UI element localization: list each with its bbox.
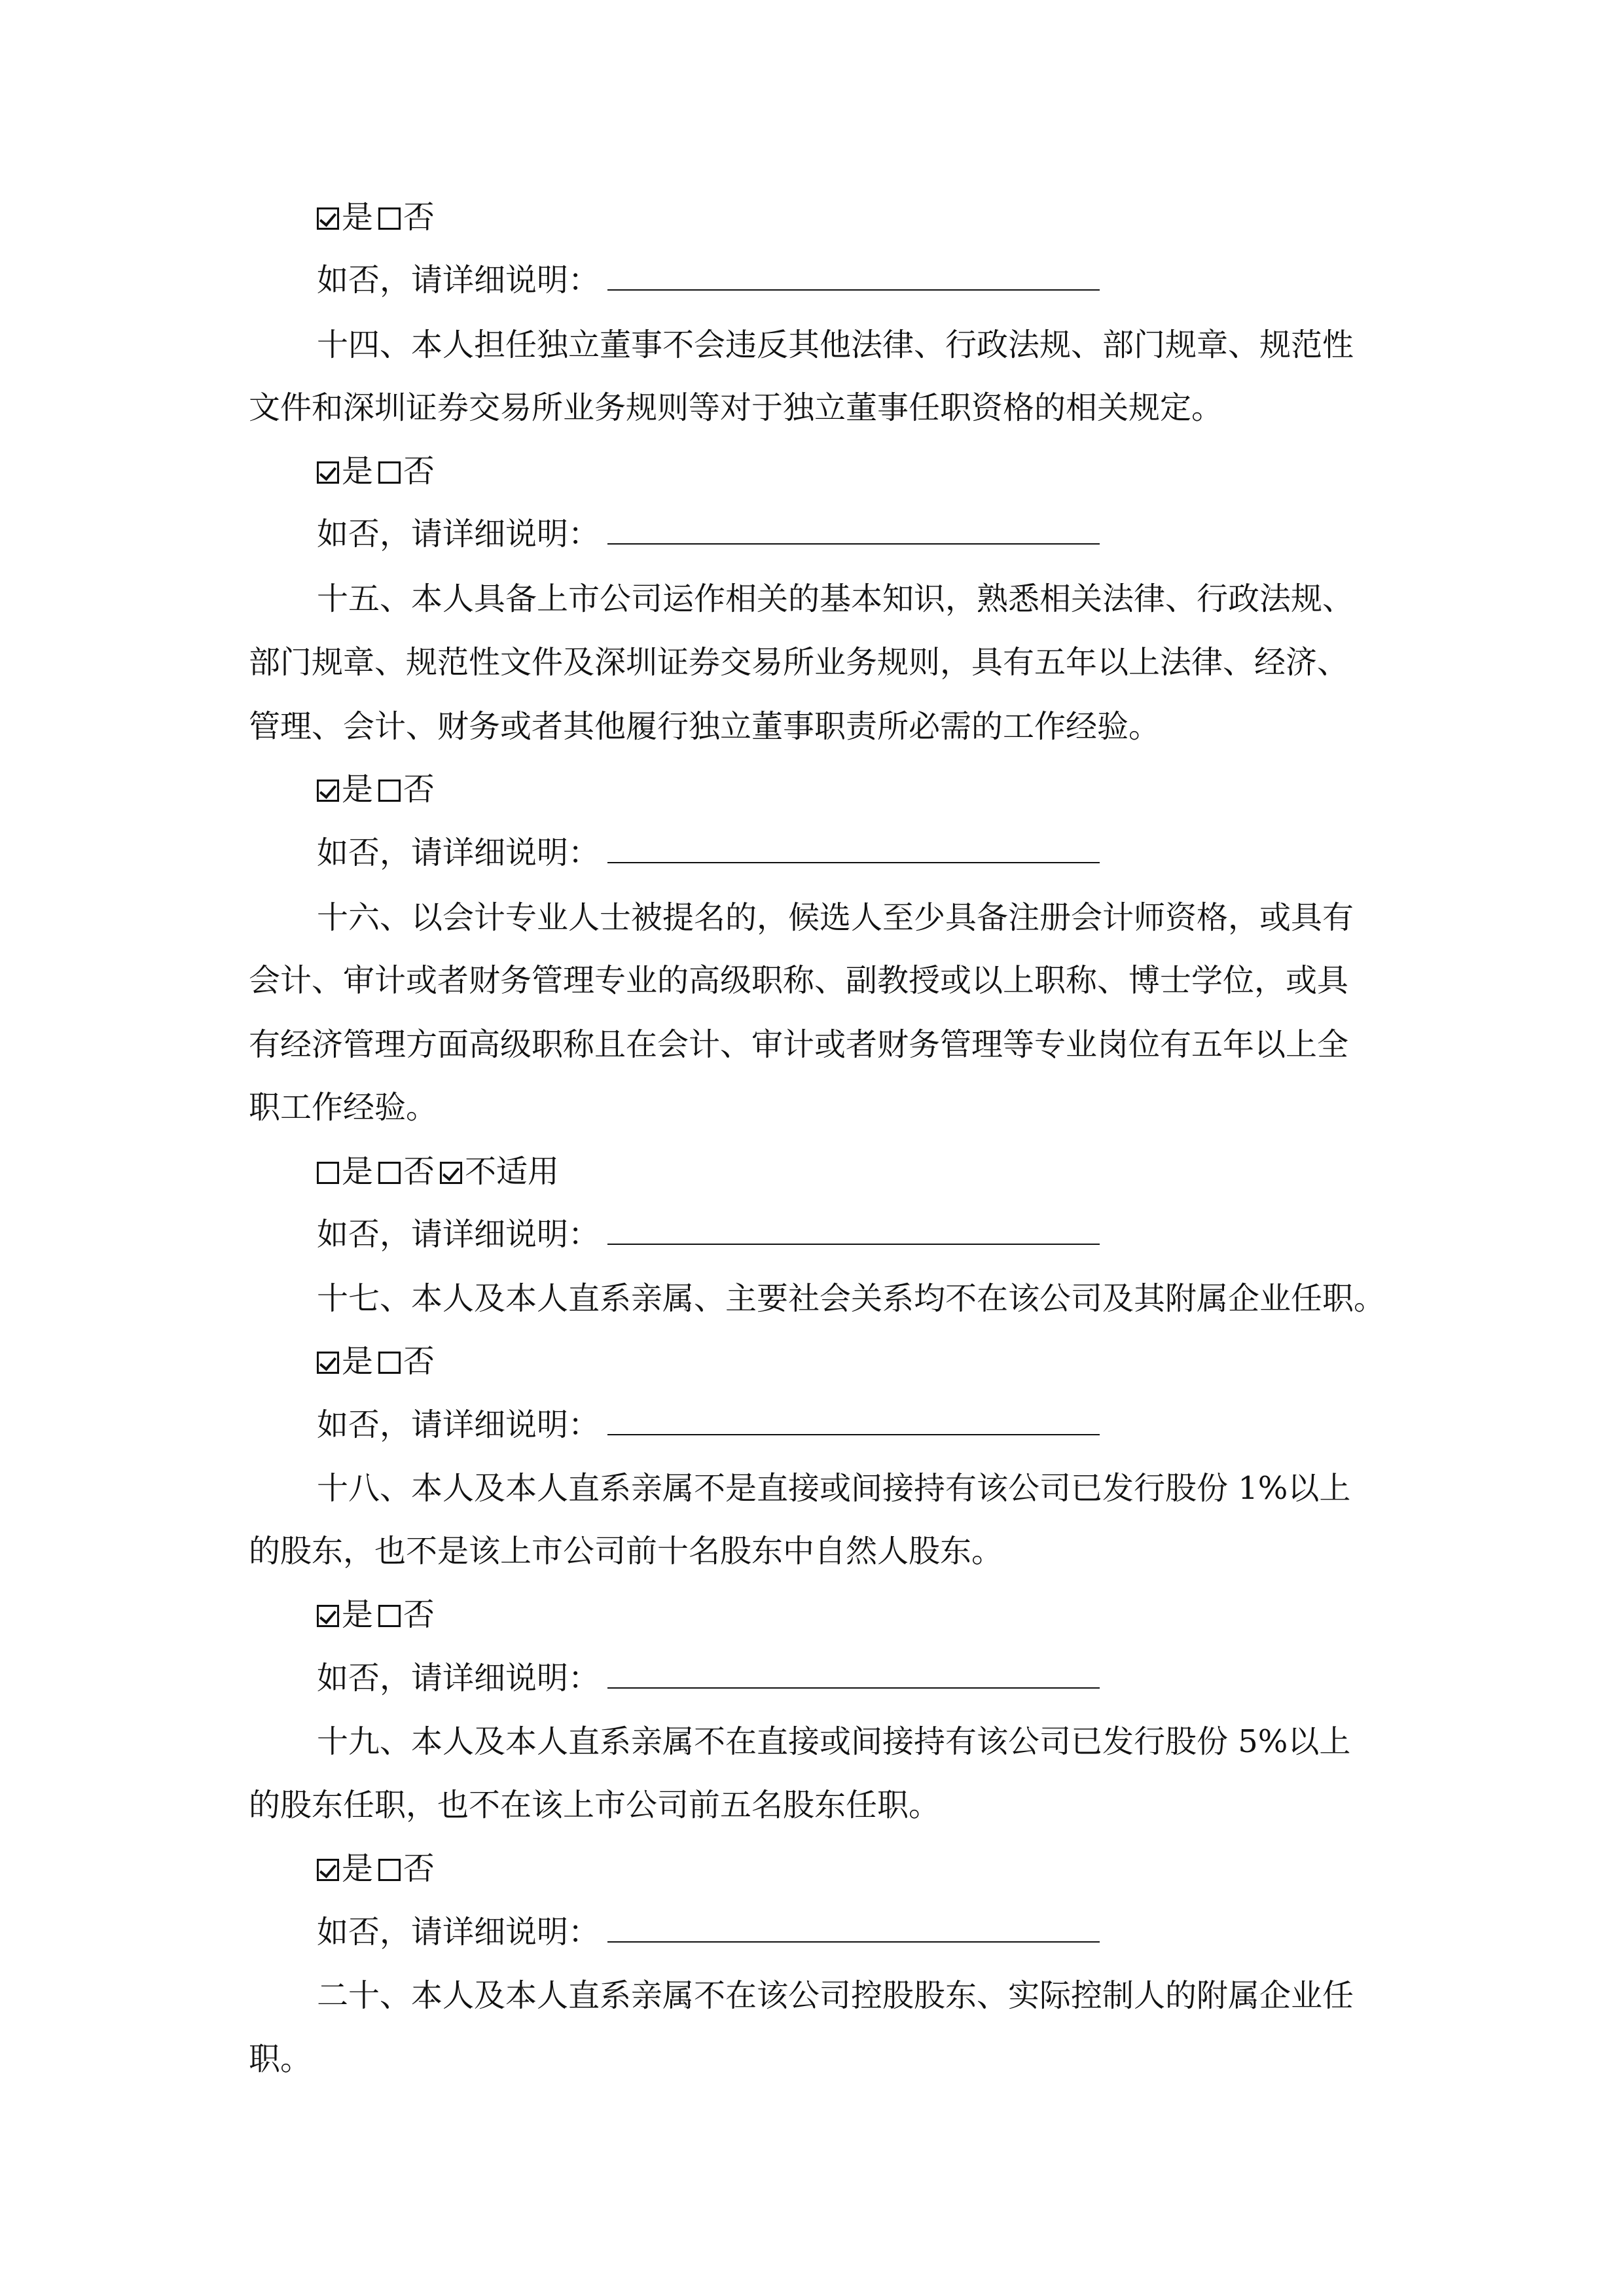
answer-options-q14 <box>317 452 1390 491</box>
explain-label: 如否，请详细说明： <box>317 834 600 871</box>
checkbox-yes-q13[interactable] <box>317 207 339 230</box>
checkbox-yes-q16[interactable] <box>317 1162 339 1184</box>
yes-label: 是 <box>342 1850 374 1887</box>
q16-text-line3: 有经济管理方面高级职称且在会计、审计或者财务管理等专业岗位有五年以上全 <box>249 1026 1349 1063</box>
yes-label: 是 <box>342 199 374 236</box>
explain-blank-q14[interactable] <box>607 517 1100 545</box>
explain-label: 如否，请详细说明： <box>317 1914 600 1950</box>
yes-label: 是 <box>342 771 374 808</box>
answer-options-q15 <box>317 770 1390 809</box>
explain-row-q14 <box>317 514 1390 554</box>
q15-text-line1: 十五、本人具备上市公司运作相关的基本知识，熟悉相关法律、行政法规、 <box>317 581 1354 617</box>
q16-text-line2: 会计、审计或者财务管理专业的高级职称、副教授或以上职称、博士学位，或具 <box>249 962 1349 999</box>
explain-label: 如否，请详细说明： <box>317 1216 600 1253</box>
yes-label: 是 <box>342 1153 374 1190</box>
checkbox-no-q13[interactable] <box>378 207 401 230</box>
na-label: 不适用 <box>465 1153 560 1190</box>
explain-row-q13 <box>317 260 1390 300</box>
answer-options-q16 <box>317 1152 1390 1191</box>
checkbox-yes-q18[interactable] <box>317 1605 339 1627</box>
answer-options-q13 <box>317 198 1390 237</box>
q19-text-line2: 的股东任职，也不在该上市公司前五名股东任职。 <box>249 1787 941 1823</box>
explain-row-q19 <box>317 1912 1390 1952</box>
q15-text-line3: 管理、会计、财务或者其他履行独立董事职责所必需的工作经验。 <box>249 708 1161 745</box>
no-label: 否 <box>403 1153 435 1190</box>
checkbox-yes-q19[interactable] <box>317 1859 339 1881</box>
checkbox-no-q17[interactable] <box>378 1352 401 1374</box>
explain-blank-q15[interactable] <box>607 836 1100 863</box>
q14-text-line2: 文件和深圳证券交易所业务规则等对于独立董事任职资格的相关规定。 <box>249 389 1223 426</box>
no-label: 否 <box>403 453 435 490</box>
yes-label: 是 <box>342 453 374 490</box>
explain-blank-q19[interactable] <box>607 1915 1100 1943</box>
explain-row-q18 <box>317 1659 1390 1698</box>
q16-text-line1: 十六、以会计专业人士被提名的，候选人至少具备注册会计师资格，或具有 <box>317 899 1354 936</box>
q18-text-line1: 十八、本人及本人直系亲属不是直接或间接持有该公司已发行股份 1%以上 <box>317 1470 1351 1507</box>
no-label: 否 <box>403 1343 435 1380</box>
explain-blank-q18[interactable] <box>607 1661 1100 1689</box>
checkbox-no-q19[interactable] <box>378 1859 401 1881</box>
yes-label: 是 <box>342 1343 374 1380</box>
no-label: 否 <box>403 771 435 808</box>
yes-label: 是 <box>342 1596 374 1633</box>
explain-label: 如否，请详细说明： <box>317 262 600 298</box>
answer-options-q19 <box>317 1849 1390 1888</box>
q15-text-line2: 部门规章、规范性文件及深圳证券交易所业务规则，具有五年以上法律、经济、 <box>249 644 1349 681</box>
q17-text-line1: 十七、本人及本人直系亲属、主要社会关系均不在该公司及其附属企业任职。 <box>317 1280 1386 1317</box>
q16-text-line4: 职工作经验。 <box>249 1089 438 1126</box>
explain-label: 如否，请详细说明： <box>317 516 600 552</box>
checkbox-no-q18[interactable] <box>378 1605 401 1627</box>
explain-label: 如否，请详细说明： <box>317 1407 600 1443</box>
q18-text-line2: 的股东，也不是该上市公司前十名股东中自然人股东。 <box>249 1533 1003 1570</box>
checkbox-no-q14[interactable] <box>378 461 401 484</box>
explain-row-q17 <box>317 1405 1390 1444</box>
answer-options-q18 <box>317 1595 1390 1634</box>
checkbox-na-q16[interactable] <box>440 1162 462 1184</box>
no-label: 否 <box>403 199 435 236</box>
explain-row-q15 <box>317 833 1390 872</box>
checkbox-no-q16[interactable] <box>378 1162 401 1184</box>
no-label: 否 <box>403 1850 435 1887</box>
q14-text-line1: 十四、本人担任独立董事不会违反其他法律、行政法规、部门规章、规范性 <box>317 327 1354 363</box>
checkbox-yes-q14[interactable] <box>317 461 339 484</box>
q19-text-line1: 十九、本人及本人直系亲属不在直接或间接持有该公司已发行股份 5%以上 <box>317 1723 1351 1760</box>
explain-label: 如否，请详细说明： <box>317 1660 600 1696</box>
explain-blank-q17[interactable] <box>607 1408 1100 1435</box>
checkbox-no-q15[interactable] <box>378 780 401 802</box>
explain-blank-q13[interactable] <box>607 263 1100 291</box>
answer-options-q17 <box>317 1342 1390 1381</box>
checkbox-yes-q17[interactable] <box>317 1352 339 1374</box>
explain-blank-q16[interactable] <box>607 1217 1100 1245</box>
explain-row-q16 <box>317 1215 1390 1254</box>
q20-text-line2: 职。 <box>249 2041 312 2077</box>
no-label: 否 <box>403 1596 435 1633</box>
q20-text-line1: 二十、本人及本人直系亲属不在该公司控股股东、实际控制人的附属企业任 <box>317 1977 1354 2014</box>
checkbox-yes-q15[interactable] <box>317 780 339 802</box>
